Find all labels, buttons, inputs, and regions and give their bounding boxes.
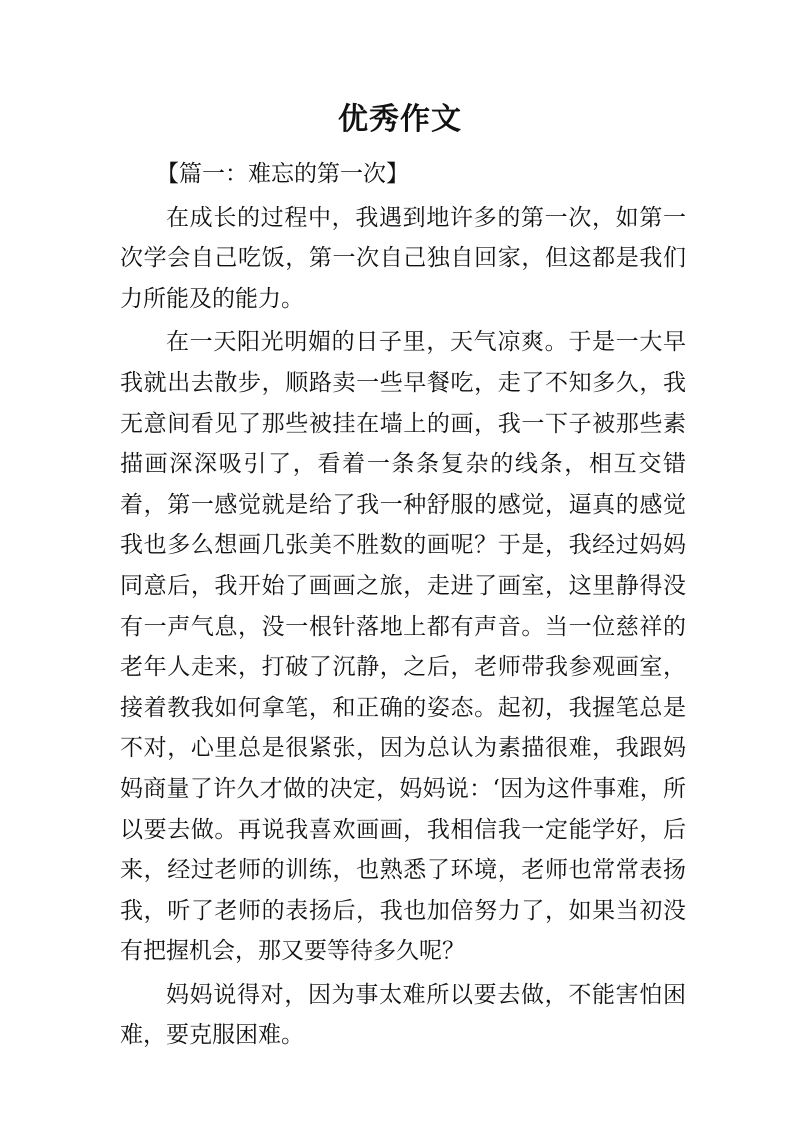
paragraph-2: 在一天阳光明媚的日子里，天气凉爽。于是一大早我就出去散步，顺路卖一些早餐吃，走了不知多久，我无意间看见了那些被挂在墙上的画，我一下子被那些素描画深深吸引了，看着一条条复杂的线条，相互交错着，第一感觉就是给了我一种舒服的感觉，逼真的感觉我也多么想画几张美不胜数的画呢？于是，我经过妈妈同意后，我开始了画画之旅，走进了画室，这里静得没有一声气息，没一根针落地上都有声音。当一位慈祥的老年人走来，打破了沉静，之后，老师带我参观画室，接着教我如何拿笔，和正确的姿态。起初，我握笔总是不对，心里总是很紧张，因为总认为素描很难，我跟妈妈商量了许久才做的决定，妈妈说：‘因为这件事难，所以要去做。再说我喜欢画画，我相信我一定能学好，后来，经过老师的训练，也熟悉了环境，老师也常常表扬我，听了老师的表扬后，我也加倍努力了，如果当初没有把握机会，那又要等待多久呢？ bbox=[120, 329, 686, 965]
paragraph-3: 妈妈说得对，因为事太难所以要去做，不能害怕困难，要克服困难。 bbox=[120, 981, 686, 1049]
paragraph-1: 在成长的过程中，我遇到地许多的第一次，如第一次学会自己吃饭，第一次自己独自回家，但这都是我们力所能及的能力。 bbox=[120, 204, 686, 312]
document-body bbox=[120, 154, 686, 1059]
section-heading: 【篇一：难忘的第一次】 bbox=[156, 161, 409, 187]
document-title: 优秀作文 bbox=[338, 102, 462, 137]
